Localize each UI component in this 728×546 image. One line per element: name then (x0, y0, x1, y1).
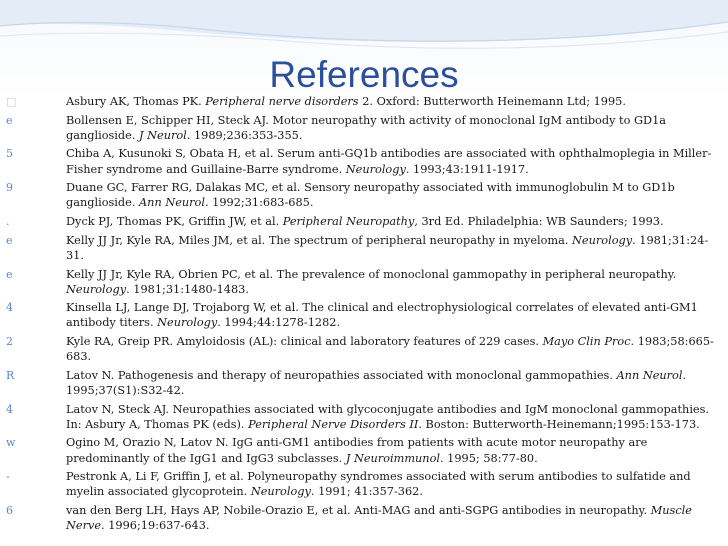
reference-source: Peripheral Nerve Disorders II (248, 417, 419, 431)
reference-item (0, 146, 728, 176)
reference-source: Neurology (250, 485, 311, 499)
reference-text: Chiba A, Kusunoki S, Obata H, et al. Serum anti-GQ1b antibodies are associated with ophthalmoplegia in Miller-Fisher syndrome and Guillaine-Barre syndrome. (66, 147, 712, 176)
reference-item (0, 402, 728, 432)
reference-text: 2. Oxford: Butterworth Heinemann Ltd; 1995. (358, 95, 626, 108)
reference-source: J Neurol (139, 128, 187, 142)
reference-item (0, 113, 728, 143)
reference-source: Ann Neurol. (616, 368, 687, 382)
reference-list (0, 94, 728, 537)
reference-text: Duane GC, Farrer RG, Dalakas MC, et al. Sensory neuropathy associated with immunoglobulin M to GD1b ganglioside. (66, 181, 675, 210)
reference-item (0, 435, 728, 465)
reference-text: van den Berg LH, Hays AP, Nobile-Orazio E, et al. Anti-MAG and anti-SGPG antibodies in neuropathy. (66, 503, 651, 517)
reference-text: . 1981;31:1480-1483. (126, 282, 249, 296)
reference-text: 1992;31:683-685. (208, 196, 314, 210)
reference-source: Neurology (572, 233, 633, 247)
reference-source: Mayo Clin Proc (542, 335, 631, 349)
reference-text: Kyle RA, Greip PR. Amyloidosis (AL): clinical and laboratory features of 229 cases. (66, 335, 543, 349)
reference-source: Neurology (157, 316, 218, 330)
reference-source: Peripheral nerve disorders (205, 95, 359, 108)
reference-text: . 1993;43:1911-1917. (405, 162, 529, 176)
slide-title: References (269, 54, 459, 95)
reference-text: . 1996;19:637-643. (101, 519, 210, 533)
reference-text: Pestronk A, Li F, Griffin J, et al. Polyneuropathy syndromes associated with serum antibodies to sulfatide and myelin associated glycoprotein. (66, 470, 691, 499)
reference-text: . 1991; 41:357-362. (310, 485, 423, 499)
reference-item (0, 368, 728, 398)
reference-bullet: e (6, 267, 13, 281)
reference-bullet: - (6, 470, 10, 484)
reference-text: Dyck PJ, Thomas PK, Griffin JW, et al. (66, 215, 283, 229)
reference-source: Muscle Nerve (66, 503, 692, 533)
reference-text: . 1994;44:1278-1282. (217, 316, 341, 330)
reference-text: Kelly JJ Jr, Kyle RA, Obrien PC, et al. The prevalence of monoclonal gammopathy in peripheral neuropathy. (66, 267, 677, 281)
reference-bullet: R (6, 368, 15, 382)
reference-text: , 3rd Ed. Philadelphia: WB Saunders; 1993. (414, 215, 664, 229)
reference-text: . Boston: Butterworth-Heinemann;1995:153-173. (418, 417, 700, 431)
reference-bullet: 5 (6, 147, 13, 161)
reference-text: Bollensen E, Schipper HI, Steck AJ. Motor neuropathy with activity of monoclonal IgM antibody to GD1a ganglioside. (66, 113, 666, 142)
reference-bullet: 6 (6, 503, 13, 517)
reference-bullet: □ (6, 95, 17, 108)
reference-item (0, 334, 728, 364)
reference-bullet: 9 (6, 181, 13, 195)
reference-text: Ogino M, Orazio N, Latov N. IgG anti-GM1 antibodies from patients with acute motor neuropathy are predominantly of the IgG1 and IgG3 subclasses. (66, 436, 648, 465)
reference-source: Peripheral Neuropathy (282, 215, 415, 229)
reference-bullet: w (6, 436, 16, 450)
reference-text: . 1983;58:665-683. (66, 335, 714, 364)
reference-text: . 1981;31:24-31. (66, 233, 709, 262)
reference-source: Neurology (66, 282, 127, 296)
reference-item (0, 180, 728, 210)
reference-item (0, 503, 728, 533)
reference-text: . 1989;236:353-355. (186, 128, 303, 142)
reference-item (0, 233, 728, 263)
reference-source: J Neuroimmunol (345, 451, 440, 465)
reference-item (0, 469, 728, 499)
reference-item (0, 94, 728, 109)
reference-text: Latov N, Steck AJ. Neuropathies associated with glycoconjugate antibodies and IgM monoclonal gammopathies. In: Asbury A, Thomas PK (eds). (66, 402, 710, 431)
reference-text: Kelly JJ Jr, Kyle RA, Miles JM, et al. The spectrum of peripheral neuropathy in myeloma. (66, 233, 573, 247)
reference-text: Asbury AK, Thomas PK. (66, 95, 206, 108)
reference-source: Ann Neurol. (139, 196, 209, 210)
reference-bullet: 2 (6, 335, 13, 349)
reference-bullet: e (6, 113, 13, 127)
reference-text: Kinsella LJ, Lange DJ, Trojaborg W, et al. The clinical and electrophysiological correlates of elevated anti-GM1 antibody titers. (66, 301, 698, 330)
reference-text: Latov N. Pathogenesis and therapy of neuropathies associated with monoclonal gammopathies. (66, 368, 617, 382)
reference-text: 1995;37(S1):S32-42. (66, 383, 185, 397)
reference-bullet: e (6, 233, 13, 247)
reference-bullet: 4 (6, 301, 13, 315)
reference-item (0, 300, 728, 330)
reference-bullet: . (6, 215, 10, 229)
reference-source: Neurology (345, 162, 406, 176)
reference-item (0, 267, 728, 297)
reference-item (0, 214, 728, 229)
reference-bullet: 4 (6, 402, 13, 416)
reference-text: . 1995; 58:77-80. (440, 451, 538, 465)
